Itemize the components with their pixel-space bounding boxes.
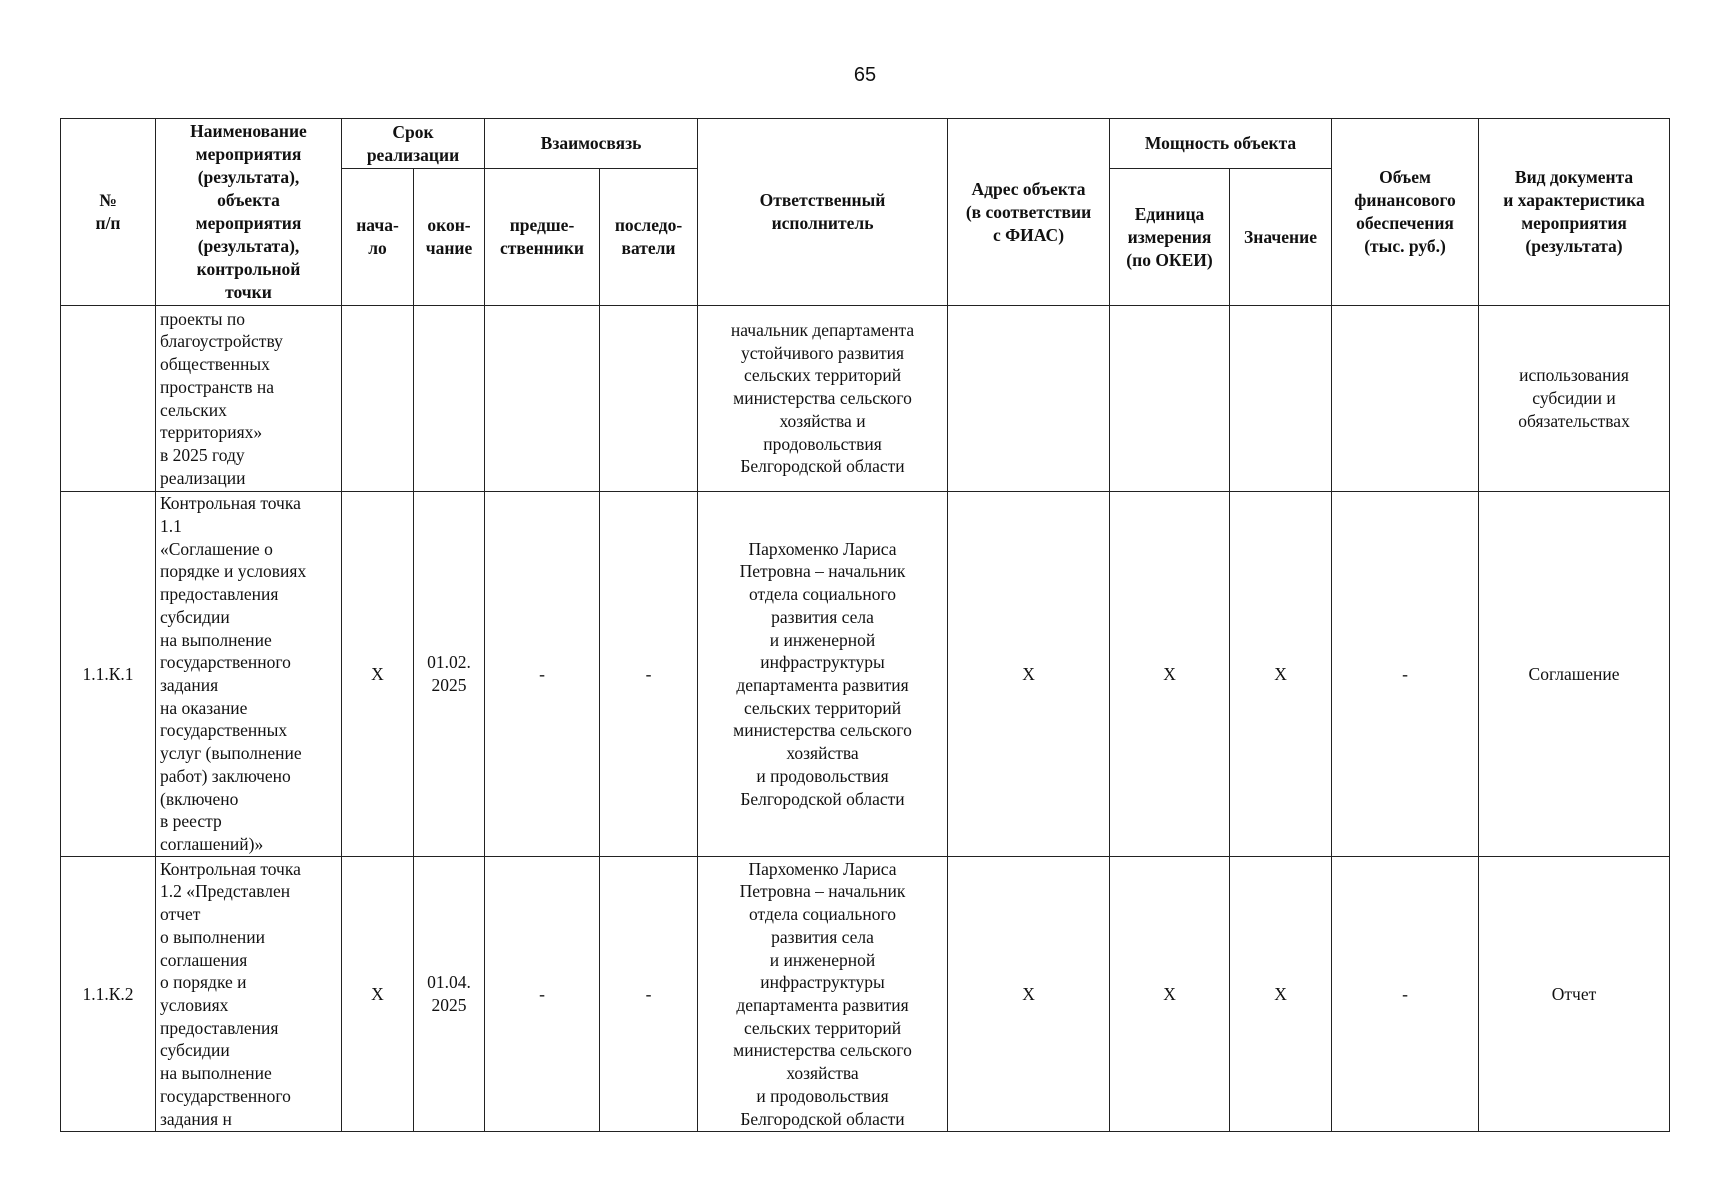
cell-doc-type: использования субсидии и обязательствах <box>1479 306 1670 492</box>
table-row <box>61 857 1670 1132</box>
header-number: № п/п <box>61 119 156 306</box>
cell-finance: - <box>1332 857 1479 1132</box>
page-number: 65 <box>853 64 877 86</box>
cell-prev: - <box>485 492 600 857</box>
header-name: Наименование мероприятия (результата), объекта мероприятия (результата), контрольной точки <box>156 119 342 306</box>
cell-start <box>342 306 414 492</box>
cell-value <box>1230 306 1332 492</box>
header-unit: Единица измерения (по ОКЕИ) <box>1110 169 1230 306</box>
cell-end: 01.04. 2025 <box>414 857 485 1132</box>
header-value: Значение <box>1230 169 1332 306</box>
cell-start: X <box>342 857 414 1132</box>
cell-address: X <box>948 492 1110 857</box>
cell-number: 1.1.К.2 <box>61 857 156 1132</box>
header-link: Взаимосвязь <box>485 119 698 169</box>
cell-end <box>414 306 485 492</box>
cell-end: 01.02. 2025 <box>414 492 485 857</box>
cell-unit: X <box>1110 857 1230 1132</box>
header-executor: Ответственный исполнитель <box>698 119 948 306</box>
cell-next: - <box>600 857 698 1132</box>
cell-executor: Пархоменко Лариса Петровна – начальник отдела социального развития села и инженерной инфраструктуры департамента развития сельских территорий министерства сельского хозяйства и продовольствия Белгородской области <box>698 857 948 1132</box>
cell-number <box>61 306 156 492</box>
header-link-prev: предше- ственники <box>485 169 600 306</box>
header-address: Адрес объекта (в соответствии с ФИАС) <box>948 119 1110 306</box>
cell-finance <box>1332 306 1479 492</box>
cell-executor: Пархоменко Лариса Петровна – начальник отдела социального развития села и инженерной инфраструктуры департамента развития сельских территорий министерства сельского хозяйства и продовольствия Белгородской области <box>698 492 948 857</box>
measures-table <box>60 118 1670 1132</box>
header-doc-type: Вид документа и характеристика мероприятия (результата) <box>1479 119 1670 306</box>
cell-address: X <box>948 857 1110 1132</box>
table-row <box>61 306 1670 492</box>
table-row <box>61 492 1670 857</box>
header-term-start: нача- ло <box>342 169 414 306</box>
cell-prev <box>485 306 600 492</box>
cell-name: Контрольная точка 1.2 «Представлен отчет о выполнении соглашения о порядке и условиях предоставления субсидии на выполнение государственного задания н <box>156 857 342 1132</box>
header-term: Срок реализации <box>342 119 485 169</box>
cell-doc-type: Соглашение <box>1479 492 1670 857</box>
cell-executor: начальник департамента устойчивого развития сельских территорий министерства сельского хозяйства и продовольствия Белгородской области <box>698 306 948 492</box>
header-finance: Объем финансового обеспечения (тыс. руб.) <box>1332 119 1479 306</box>
cell-value: X <box>1230 857 1332 1132</box>
cell-number: 1.1.К.1 <box>61 492 156 857</box>
header-capacity: Мощность объекта <box>1110 119 1332 169</box>
cell-value: X <box>1230 492 1332 857</box>
cell-start: X <box>342 492 414 857</box>
header-term-end: окон- чание <box>414 169 485 306</box>
cell-name: проекты по благоустройству общественных пространств на сельских территориях» в 2025 году реализации <box>156 306 342 492</box>
cell-unit <box>1110 306 1230 492</box>
cell-doc-type: Отчет <box>1479 857 1670 1132</box>
cell-next <box>600 306 698 492</box>
cell-next: - <box>600 492 698 857</box>
cell-finance: - <box>1332 492 1479 857</box>
cell-name: Контрольная точка 1.1 «Соглашение о порядке и условиях предоставления субсидии на выполнение государственного задания на оказание государственных услуг (выполнение работ) заключено (включено в реестр соглашений)» <box>156 492 342 857</box>
cell-prev: - <box>485 857 600 1132</box>
cell-unit: X <box>1110 492 1230 857</box>
header-link-next: последо- ватели <box>600 169 698 306</box>
cell-address <box>948 306 1110 492</box>
